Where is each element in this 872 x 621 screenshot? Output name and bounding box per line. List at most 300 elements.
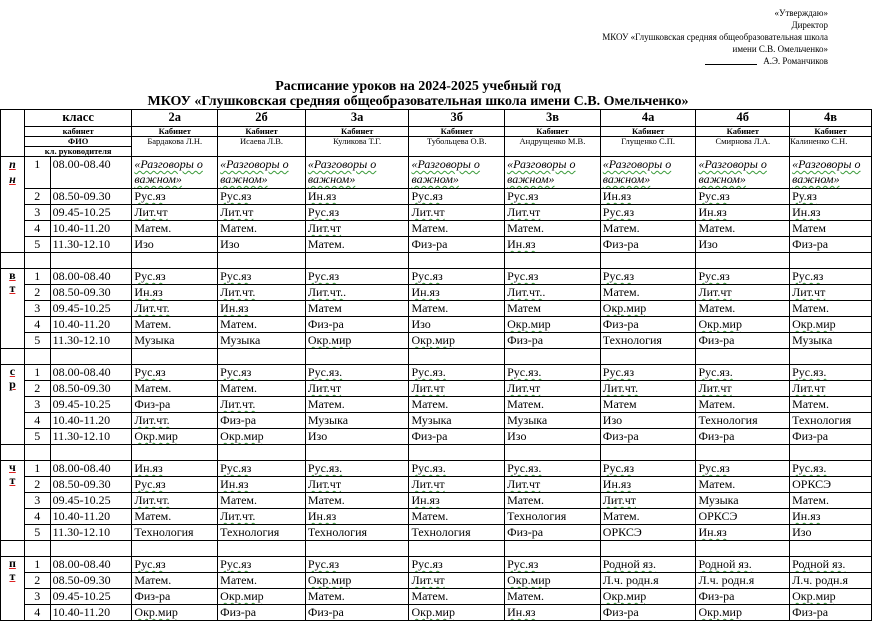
director-name: А.Э. Романчиков [763, 56, 828, 66]
subject-cell [696, 493, 790, 509]
subject-cell [696, 557, 790, 573]
subject-cell [305, 509, 409, 525]
subject-text: Ин.яз [134, 285, 163, 299]
teacher-cell: Бардакова Л.Н. [132, 137, 218, 157]
subject-text: Окр.мир [411, 333, 455, 347]
subject-text: Окр.мир [792, 589, 836, 603]
subject-cell [696, 189, 790, 205]
subject-text: Физ-ра [134, 397, 171, 411]
subject-text: Ин.яз [507, 237, 536, 251]
subject-cell [505, 237, 601, 253]
separator-cell [790, 445, 872, 461]
subject-text: Рус.яз [307, 205, 340, 219]
lesson-number: 1 [24, 557, 50, 573]
subject-cell [696, 381, 790, 397]
lesson-time: 10.40-11.20 [50, 605, 132, 621]
subject-text: Окр.мир [134, 605, 178, 619]
subject-cell [505, 157, 601, 189]
subject-text: Физ-ра [602, 237, 639, 251]
subject-text: Физ-ра [307, 605, 344, 619]
lesson-row [1, 605, 872, 621]
subject-cell [132, 477, 218, 493]
lesson-row [1, 589, 872, 605]
subject-cell [132, 525, 218, 541]
subject-cell [505, 493, 601, 509]
subject-cell [790, 493, 872, 509]
subject-text: «Разговоры о важном» [602, 157, 672, 186]
subject-cell [600, 333, 696, 349]
lesson-number: 1 [24, 157, 50, 189]
day-letter: с [9, 364, 16, 378]
cabinet-cell: Кабинет [305, 127, 409, 137]
subject-cell [218, 493, 306, 509]
subject-text: Рус.яз [307, 269, 340, 283]
subject-cell [218, 413, 306, 429]
subject-text: Технология [792, 413, 852, 427]
subject-text: Матем. [134, 221, 172, 235]
subject-cell [132, 413, 218, 429]
lesson-row [1, 557, 872, 573]
subject-cell [218, 429, 306, 445]
subject-text: Ин.яз [602, 477, 632, 491]
subject-text: Лит.чт [411, 573, 445, 587]
subject-cell [305, 269, 409, 285]
subject-text: Рус.яз [792, 269, 824, 283]
subject-cell [218, 477, 306, 493]
subject-cell [790, 189, 872, 205]
lesson-time: 09.45-10.25 [50, 205, 132, 221]
subject-cell [409, 589, 505, 605]
schedule-body [1, 110, 872, 621]
subject-cell [305, 429, 409, 445]
subject-cell [600, 301, 696, 317]
subject-cell [218, 589, 306, 605]
subject-text: Л.ч. родн.я [792, 573, 848, 587]
subject-cell [305, 605, 409, 621]
subject-cell [132, 589, 218, 605]
lesson-time: 09.45-10.25 [50, 301, 132, 317]
subject-text: Музыка [307, 413, 349, 427]
subject-cell [305, 461, 409, 477]
subject-cell [218, 381, 306, 397]
subject-text: Матем. [411, 509, 449, 523]
subject-cell [409, 413, 505, 429]
subject-text: Окр.мир [602, 589, 647, 603]
separator-cell [24, 445, 50, 461]
subject-text: Матем [307, 301, 342, 315]
subject-text: Матем. [602, 509, 640, 523]
subject-text: Рус.яз [411, 189, 443, 203]
day-letter: т [9, 473, 16, 487]
subject-text: Лит.чт. [220, 397, 256, 411]
subject-cell [790, 301, 872, 317]
separator-cell [409, 349, 505, 365]
subject-cell [696, 573, 790, 589]
header-row-class [1, 110, 872, 127]
subject-cell [790, 509, 872, 525]
subject-cell [505, 573, 601, 589]
subject-cell [790, 381, 872, 397]
approval-line: МКОУ «Глушковская средняя общеобразовательная школа [602, 32, 828, 42]
lesson-row [1, 269, 872, 285]
subject-cell [790, 157, 872, 189]
subject-text: Изо [507, 429, 527, 443]
subject-text: Рус.яз [220, 269, 252, 283]
subject-cell [409, 157, 505, 189]
lesson-time: 11.30-12.10 [50, 333, 132, 349]
header-corner [1, 110, 25, 157]
subject-text: Матем. [411, 221, 449, 235]
subject-text: Матем [507, 301, 541, 315]
subject-text: Музыка [507, 413, 548, 427]
lesson-number: 3 [24, 589, 50, 605]
lesson-row [1, 413, 872, 429]
subject-text: Рус.яз. [507, 461, 542, 475]
subject-text: Матем. [507, 589, 544, 603]
subject-cell [696, 205, 790, 221]
separator-cell [696, 349, 790, 365]
day-label [1, 157, 25, 253]
subject-text: Рус.яз [134, 557, 166, 571]
subject-cell [409, 333, 505, 349]
subject-cell [600, 237, 696, 253]
subject-cell [790, 205, 872, 221]
lesson-time: 10.40-11.20 [50, 413, 132, 429]
teacher-cell: Куликова Т.Г. [305, 137, 409, 157]
lesson-time: 08.50-09.30 [50, 381, 132, 397]
subject-cell [409, 269, 505, 285]
subject-cell [696, 317, 790, 333]
subject-cell [600, 573, 696, 589]
subject-text: Ин.яз [698, 205, 727, 219]
subject-text: Физ-ра [792, 605, 829, 619]
subject-cell [600, 557, 696, 573]
subject-text: Рус.яз [134, 189, 166, 203]
cabinet-cell: Кабинет [505, 127, 601, 137]
lesson-row [1, 509, 872, 525]
signature-underline [705, 64, 757, 65]
subject-text: Лит.чт. [134, 493, 170, 507]
subject-text: Изо [792, 525, 812, 539]
subject-text: Лит.чт. [602, 381, 639, 395]
subject-text: Ин.яз [307, 509, 337, 523]
lesson-number: 3 [24, 493, 50, 509]
subject-text: Музыка [411, 413, 452, 427]
subject-text: Лит.чт [411, 381, 445, 395]
separator-cell [305, 445, 409, 461]
subject-text: Матем. [698, 301, 736, 315]
separator-cell [790, 541, 872, 557]
subject-cell [132, 333, 218, 349]
day-separator-row [1, 349, 872, 365]
subject-text: Матем. [792, 301, 829, 315]
day-label [1, 365, 25, 445]
class-label: класс [24, 110, 132, 127]
lesson-time: 08.50-09.30 [50, 573, 132, 589]
lesson-row [1, 285, 872, 301]
subject-cell [218, 557, 306, 573]
subject-cell [409, 429, 505, 445]
subject-text: Матем. [220, 317, 258, 331]
subject-text: Окр.мир [698, 317, 742, 331]
subject-text: Матем. [307, 493, 345, 507]
subject-text: Рус.яз [507, 269, 539, 283]
subject-cell [790, 605, 872, 621]
subject-text: Рус.яз. [792, 365, 827, 379]
lesson-time: 08.50-09.30 [50, 189, 132, 205]
subject-text: Матем. [307, 589, 345, 603]
separator-cell [50, 349, 132, 365]
subject-text: Окр.мир [792, 317, 836, 331]
subject-text: Ин.яз [792, 509, 821, 523]
day-separator-row [1, 445, 872, 461]
subject-text: Рус.яз [602, 205, 635, 219]
subject-text: Ин.яз [307, 189, 337, 203]
subject-cell [218, 397, 306, 413]
subject-cell [132, 157, 218, 189]
lesson-number: 4 [24, 413, 50, 429]
subject-text: Рус.яз [220, 189, 252, 203]
separator-cell [24, 349, 50, 365]
separator-cell [696, 253, 790, 269]
subject-text: ОРКСЭ [602, 525, 642, 539]
subject-cell [600, 397, 696, 413]
subject-text: Матем. [698, 477, 736, 491]
separator-cell [50, 541, 132, 557]
lesson-row [1, 493, 872, 509]
lesson-number: 2 [24, 189, 50, 205]
subject-text: Технология [602, 333, 662, 347]
lesson-time: 09.45-10.25 [50, 589, 132, 605]
subject-cell [696, 301, 790, 317]
subject-cell [790, 317, 872, 333]
subject-cell [696, 429, 790, 445]
subject-text: Матем. [307, 237, 345, 251]
subject-cell [790, 413, 872, 429]
title-line-2-text: МКОУ «Глушковская средняя общеобразовательная школа имени С.В. Омельченко» [147, 94, 689, 109]
subject-cell [305, 189, 409, 205]
subject-cell [305, 493, 409, 509]
separator-cell [305, 349, 409, 365]
subject-text: Лит.чт [507, 477, 541, 491]
lesson-row [1, 157, 872, 189]
separator-cell [1, 445, 25, 461]
subject-cell [305, 157, 409, 189]
separator-cell [50, 253, 132, 269]
day-separator-row [1, 541, 872, 557]
lesson-time: 10.40-11.20 [50, 221, 132, 237]
subject-text: Лит.чт [507, 381, 541, 395]
subject-text: Лит.чт. [134, 413, 170, 427]
subject-cell [305, 413, 409, 429]
separator-cell [132, 253, 218, 269]
subject-text: Лит.чт [507, 205, 541, 219]
subject-text: Родной яз. [698, 557, 752, 571]
subject-text: Технология [698, 413, 758, 427]
separator-cell [132, 349, 218, 365]
subject-text: Лит.чт [220, 205, 254, 219]
subject-text: Физ-ра [602, 429, 639, 443]
subject-cell [505, 509, 601, 525]
subject-cell [218, 285, 306, 301]
subject-cell [218, 157, 306, 189]
subject-text: «Разговоры о важном» [220, 157, 289, 186]
lesson-number: 4 [24, 317, 50, 333]
subject-cell [696, 157, 790, 189]
subject-cell [218, 333, 306, 349]
subject-text: Лит.чт. [220, 509, 256, 523]
schedule-table [0, 109, 872, 621]
subject-cell [505, 525, 601, 541]
subject-cell [790, 269, 872, 285]
lesson-row [1, 365, 872, 381]
teacher-label: кл. руководителя [24, 147, 132, 157]
subject-cell [305, 317, 409, 333]
cabinet-cell: Кабинет [790, 127, 872, 137]
lesson-row [1, 333, 872, 349]
lesson-time: 08.00-08.40 [50, 365, 132, 381]
separator-cell [132, 445, 218, 461]
subject-text: Лит.чт.. [507, 285, 546, 299]
subject-text: Изо [602, 413, 623, 427]
subject-text: Лит.чт [792, 285, 826, 299]
lesson-row [1, 189, 872, 205]
subject-text: Рус.яз. [507, 365, 542, 379]
subject-text: Матем. [134, 381, 172, 395]
subject-cell [790, 285, 872, 301]
day-letter: п [8, 556, 16, 570]
subject-text: Изо [134, 237, 154, 251]
lesson-time: 09.45-10.25 [50, 397, 132, 413]
separator-cell [505, 541, 601, 557]
class-name: 4а [600, 110, 696, 127]
subject-cell [505, 397, 601, 413]
cabinet-cell: Кабинет [409, 127, 505, 137]
subject-text: Матем. [507, 493, 544, 507]
lesson-time: 08.50-09.30 [50, 477, 132, 493]
separator-cell [218, 445, 306, 461]
lesson-number: 1 [24, 461, 50, 477]
subject-cell [409, 573, 505, 589]
subject-cell [505, 429, 601, 445]
subject-text: Матем. [220, 381, 258, 395]
subject-cell [132, 317, 218, 333]
separator-cell [218, 253, 306, 269]
subject-cell [132, 365, 218, 381]
day-letter: в [9, 268, 16, 282]
subject-cell [790, 477, 872, 493]
subject-text: Рус.яз [307, 557, 340, 571]
separator-cell [409, 541, 505, 557]
subject-cell [132, 381, 218, 397]
separator-cell [600, 445, 696, 461]
subject-cell [600, 525, 696, 541]
subject-cell [409, 381, 505, 397]
subject-text: Матем. [411, 589, 449, 603]
subject-cell [505, 365, 601, 381]
teacher-cell: Глущенко С.П. [600, 137, 696, 157]
subject-cell [505, 301, 601, 317]
subject-text: Рус.яз [507, 557, 539, 571]
subject-text: Ин.яз [698, 525, 727, 539]
subject-cell [696, 397, 790, 413]
subject-cell [600, 605, 696, 621]
lesson-row [1, 477, 872, 493]
subject-text: Музыка [698, 493, 739, 507]
lesson-row [1, 397, 872, 413]
lesson-row [1, 381, 872, 397]
subject-cell [132, 461, 218, 477]
subject-cell [696, 413, 790, 429]
subject-text: Изо [698, 237, 718, 251]
cabinet-cell: Кабинет [132, 127, 218, 137]
subject-cell [305, 205, 409, 221]
lesson-number: 5 [24, 525, 50, 541]
subject-text: Рус.яз [134, 477, 166, 491]
subject-text: Рус.яз [134, 269, 166, 283]
subject-text: Рус.яз [698, 461, 730, 475]
subject-cell [600, 317, 696, 333]
title-line-1: Расписание уроков на 2024-2025 учебный год [275, 79, 561, 94]
separator-cell [790, 253, 872, 269]
lesson-row [1, 573, 872, 589]
subject-text: Физ-ра [698, 333, 735, 347]
subject-text: Технология [411, 525, 471, 539]
subject-text: Матем. [220, 493, 258, 507]
subject-text: Физ-ра [507, 525, 544, 539]
lesson-time: 11.30-12.10 [50, 525, 132, 541]
cabinet-cell: Кабинет [218, 127, 306, 137]
subject-cell [305, 221, 409, 237]
subject-cell [132, 429, 218, 445]
subject-text: Технология [507, 509, 567, 523]
lesson-time: 11.30-12.10 [50, 429, 132, 445]
subject-cell [132, 605, 218, 621]
separator-cell [305, 541, 409, 557]
teacher-cell: Смирнова Л.А. [696, 137, 790, 157]
subject-cell [600, 365, 696, 381]
subject-cell [505, 605, 601, 621]
subject-text: Рус.яз [602, 365, 635, 379]
cabinet-label: кабинет [24, 127, 132, 137]
subject-cell [600, 189, 696, 205]
subject-cell [218, 221, 306, 237]
lesson-time: 08.00-08.40 [50, 269, 132, 285]
subject-text: Физ-ра [411, 429, 448, 443]
subject-cell [505, 381, 601, 397]
subject-cell [132, 493, 218, 509]
subject-text: Лит.чт [698, 285, 732, 299]
subject-cell [790, 589, 872, 605]
subject-cell [600, 269, 696, 285]
approval-signature-line [602, 55, 828, 67]
subject-text: Матем. [220, 573, 258, 587]
separator-cell [600, 541, 696, 557]
subject-cell [790, 365, 872, 381]
class-name: 4в [790, 110, 872, 127]
separator-cell [600, 349, 696, 365]
subject-text: Матем. [602, 285, 640, 299]
subject-text: Физ-ра [792, 237, 829, 251]
lesson-time: 09.45-10.25 [50, 493, 132, 509]
subject-cell [505, 461, 601, 477]
subject-text: Лит.чт [792, 381, 826, 395]
subject-text: Матем [792, 221, 826, 235]
subject-cell [409, 397, 505, 413]
subject-text: Рус.яз. [411, 461, 446, 475]
subject-text: Рус.яз. [792, 461, 827, 475]
subject-cell [132, 205, 218, 221]
